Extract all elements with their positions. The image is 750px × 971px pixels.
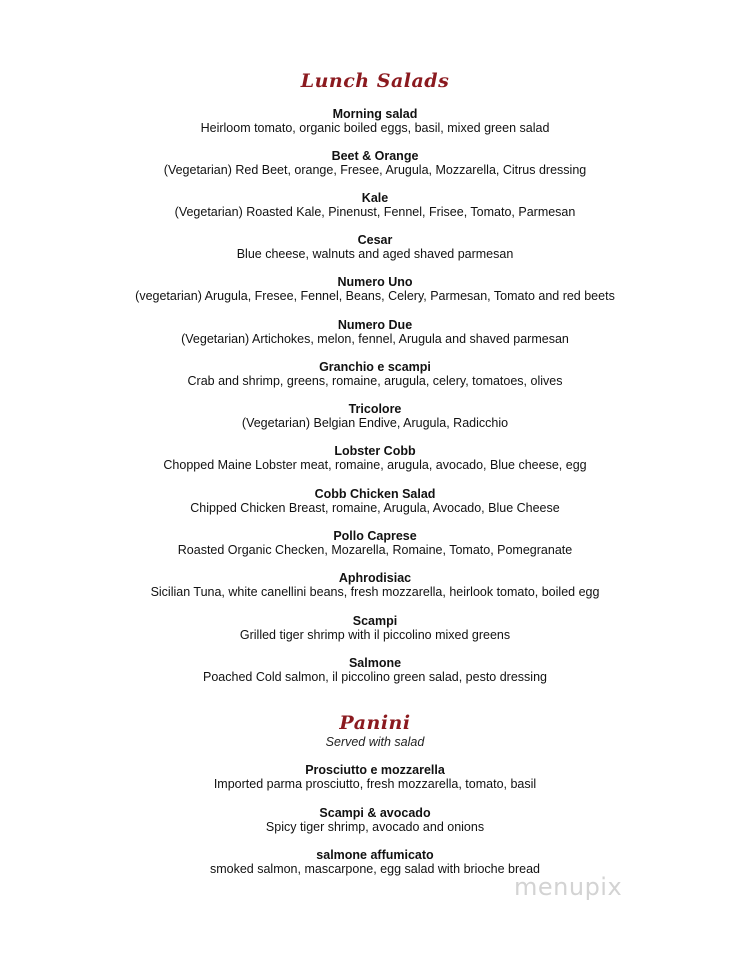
menu-item-cesar — [0, 233, 750, 261]
item-name: salmone affumicato — [316, 848, 434, 862]
menu-item-salmone — [0, 656, 750, 684]
menupix-watermark: menupix — [514, 873, 623, 901]
item-name: Numero Due — [337, 318, 413, 332]
item-description: Spicy tiger shrimp, avocado and onions — [265, 820, 485, 834]
item-name: Prosciutto e mozzarella — [305, 763, 445, 777]
item-name: Scampi — [352, 614, 398, 628]
menu-item-scampi-avocado — [0, 806, 750, 834]
item-description: Heirloom tomato, organic boiled eggs, basil, mixed green salad — [200, 121, 550, 135]
item-description: Grilled tiger shrimp with il piccolino mixed greens — [239, 628, 511, 642]
menu-item-pollo-caprese — [0, 529, 750, 557]
menu-item-prosciutto-e-mozzarella — [0, 763, 750, 791]
menu-item-kale — [0, 191, 750, 219]
menu-item-beet-orange — [0, 149, 750, 177]
item-description: Chopped Maine Lobster meat, romaine, arugula, avocado, Blue cheese, egg — [163, 458, 587, 472]
item-description: Roasted Organic Checken, Mozarella, Romaine, Tomato, Pomegranate — [177, 543, 573, 557]
item-description: (Vegetarian) Artichokes, melon, fennel, Arugula and shaved parmesan — [181, 332, 569, 346]
item-name: Morning salad — [332, 107, 418, 121]
item-description: Poached Cold salmon, il piccolino green salad, pesto dressing — [203, 670, 547, 684]
item-name: Lobster Cobb — [334, 444, 416, 458]
item-description: Chipped Chicken Breast, romaine, Arugula, Avocado, Blue Cheese — [190, 501, 560, 515]
item-description: Imported parma prosciutto, fresh mozzarella, tomato, basil — [213, 777, 537, 791]
item-name: Salmone — [348, 656, 402, 670]
menu-item-lobster-cobb — [0, 444, 750, 472]
item-description: (vegetarian) Arugula, Fresee, Fennel, Beans, Celery, Parmesan, Tomato and red beets — [135, 289, 615, 303]
item-description: Crab and shrimp, greens, romaine, arugula, celery, tomatoes, olives — [187, 374, 563, 388]
item-name: Granchio e scampi — [319, 360, 431, 374]
item-description: Sicilian Tuna, white canellini beans, fresh mozzarella, heirlook tomato, boiled egg — [150, 585, 600, 599]
item-name: Aphrodisiac — [338, 571, 412, 585]
menu-item-tricolore — [0, 402, 750, 430]
item-name: Numero Uno — [337, 275, 413, 289]
item-name: Cesar — [357, 233, 393, 247]
item-description: (Vegetarian) Red Beet, orange, Fresee, Arugula, Mozzarella, Citrus dressing — [163, 163, 587, 177]
menu-item-scampi — [0, 614, 750, 642]
menu-item-granchio-e-scampi — [0, 360, 750, 388]
menu-item-aphrodisiac — [0, 571, 750, 599]
item-name: Cobb Chicken Salad — [314, 487, 436, 501]
menu-item-morning-salad — [0, 107, 750, 135]
item-description: (Vegetarian) Belgian Endive, Arugula, Radicchio — [241, 416, 509, 430]
panini-subtitle: Served with salad — [325, 735, 425, 749]
menu-item-numero-uno — [0, 275, 750, 303]
item-name: Scampi & avocado — [319, 806, 431, 820]
item-description: Blue cheese, walnuts and aged shaved parmesan — [236, 247, 514, 261]
item-description: smoked salmon, mascarpone, egg salad with brioche bread — [209, 862, 541, 876]
menu-item-numero-due — [0, 318, 750, 346]
panini-title: Panini — [339, 712, 411, 734]
item-description: (Vegetarian) Roasted Kale, Pinenust, Fennel, Frisee, Tomato, Parmesan — [174, 205, 576, 219]
item-name: Pollo Caprese — [333, 529, 417, 543]
item-name: Tricolore — [348, 402, 402, 416]
menu-item-cobb-chicken-salad — [0, 487, 750, 515]
item-name: Kale — [361, 191, 389, 205]
menu-item-salmone-affumicato — [0, 848, 750, 876]
item-name: Beet & Orange — [331, 149, 419, 163]
lunch-salads-title: Lunch Salads — [300, 70, 450, 92]
